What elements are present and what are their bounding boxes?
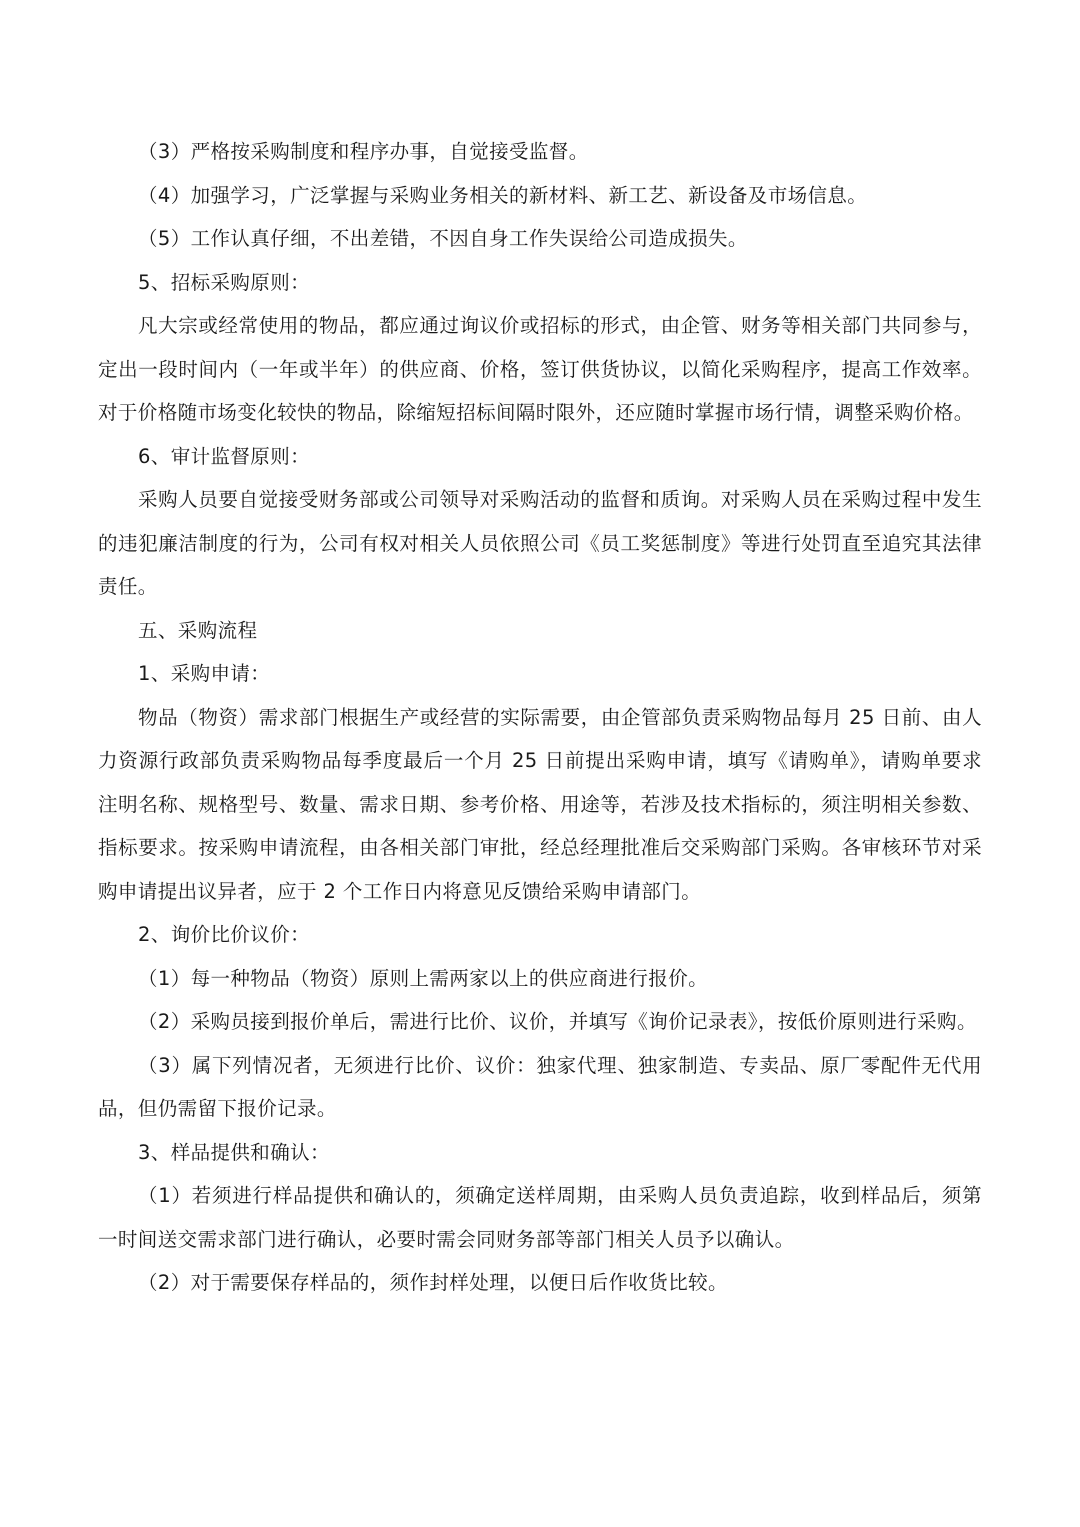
paragraph-sample-1: （1）若须进行样品提供和确认的，须确定送样周期，由采购人员负责追踪，收到样品后，须第一时间送交需求部门进行确认，必要时需会同财务部等部门相关人员予以确认。 [98, 1184, 982, 1251]
paragraph-inquiry-2: （2）采购员接到报价单后，需进行比价、议价，并填写《询价记录表》，按低价原则进行采购。 [138, 1010, 977, 1033]
heading-sample-confirmation: 3、样品提供和确认： [138, 1140, 330, 1164]
paragraph-inquiry-3: （3）属下列情况者，无须进行比价、议价：独家代理、独家制造、专卖品、原厂零配件无代用品，但仍需留下报价记录。 [98, 1053, 982, 1120]
paragraph-purchase-request: 物品（物资）需求部门根据生产或经营的实际需要，由企管部负责采购物品每月 25 日前、由人力资源行政部负责采购物品每季度最后一个月 25 日前提出采购申请，填写《请购单》，请购单要求注明名称、规格型号、数量、需求日期、参考价格、用途等，若涉及技术指标的，须注明相关参数、指标要求。按采购申请流程，由各相关部门审批，经总经理批准后交采购部门采购。各审核环节对采购申请提出议异者，应于 2 个工作日内将意见反馈给采购申请部门。 [98, 705, 982, 903]
paragraph-audit-principle: 采购人员要自觉接受财务部或公司领导对采购活动的监督和质询。对采购人员在采购过程中发生的违犯廉洁制度的行为，公司有权对相关人员依照公司《员工奖惩制度》等进行处罚直至追究其法律责任。 [98, 488, 982, 598]
paragraph-clause-4: （4）加强学习，广泛掌握与采购业务相关的新材料、新工艺、新设备及市场信息。 [138, 183, 868, 207]
heading-audit-principle: 6、审计监督原则： [138, 444, 311, 468]
heading-price-inquiry: 2、询价比价议价： [138, 923, 311, 946]
document-body [98, 130, 982, 1305]
paragraph-inquiry-1: （1）每一种物品（物资）原则上需两家以上的供应商进行报价。 [138, 966, 709, 990]
paragraph-clause-5: （5）工作认真仔细，不出差错，不因自身工作失误给公司造成损失。 [138, 227, 748, 250]
paragraph-sample-2: （2）对于需要保存样品的，须作封样处理，以便日后作收货比较。 [138, 1271, 728, 1294]
heading-purchase-request: 1、采购申请： [138, 662, 271, 685]
paragraph-tender-principle: 凡大宗或经常使用的物品，都应通过询议价或招标的形式，由企管、财务等相关部门共同参与，定出一段时间内（一年或半年）的供应商、价格，签订供货协议，以简化采购程序，提高工作效率。对于价格随市场变化较快的物品，除缩短招标间隔时限外，还应随时掌握市场行情，调整采购价格。 [98, 314, 982, 424]
section-heading-procurement-process: 五、采购流程 [138, 618, 258, 642]
heading-tender-principle: 5、招标采购原则： [138, 270, 311, 294]
paragraph-clause-3: （3）严格按采购制度和程序办事，自觉接受监督。 [138, 140, 589, 163]
